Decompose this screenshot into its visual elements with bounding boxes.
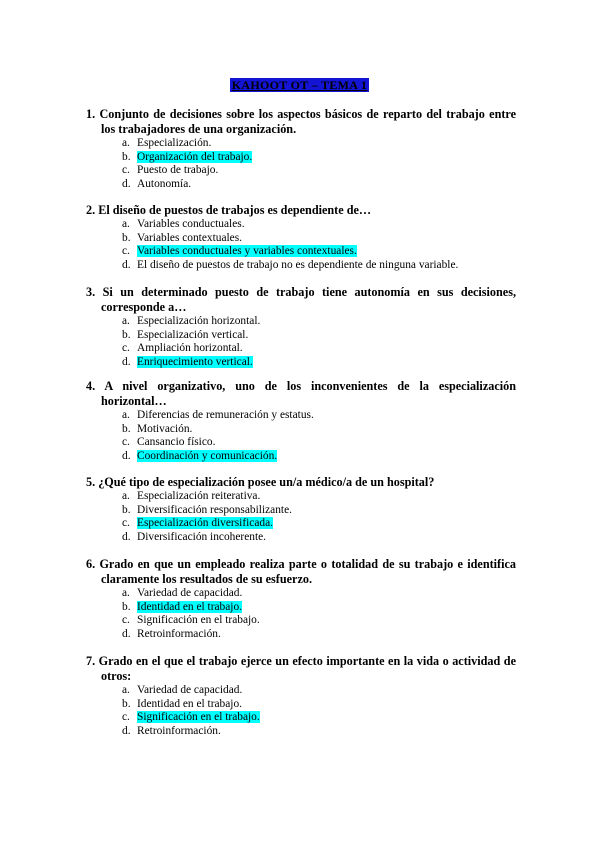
option-text: Motivación. (137, 422, 193, 435)
option (122, 409, 516, 423)
question-block (86, 379, 516, 464)
question-block (86, 203, 516, 273)
option-text: Diversificación responsabilizante. (137, 503, 292, 516)
question-text (86, 557, 516, 587)
option-letter: d. (122, 178, 131, 191)
option-letter: d. (122, 725, 131, 738)
question-statement: Conjunto de decisiones sobre los aspectos básicos de reparto del trabajo entre los trabajadores de una organización. (99, 107, 517, 136)
question-number: 6. (86, 557, 100, 571)
option-text: Especialización diversificada. (137, 517, 273, 530)
option (122, 436, 516, 450)
option-correct (122, 711, 516, 725)
question-text (86, 107, 516, 137)
question-number: 4. (86, 379, 105, 393)
option-text: Significación en el trabajo. (137, 711, 260, 724)
option (122, 178, 516, 192)
option-letter: b. (122, 422, 131, 435)
option-text: Identidad en el trabajo. (137, 600, 243, 613)
option-list (122, 684, 516, 739)
option-text: Cansancio físico. (137, 436, 216, 449)
option-correct (122, 601, 516, 615)
option (122, 531, 516, 545)
option (122, 504, 516, 518)
option-text: Retroinformación. (137, 725, 221, 738)
option (122, 259, 516, 273)
option-letter: c. (122, 517, 130, 530)
option-letter: a. (122, 409, 130, 421)
option-list (122, 587, 516, 642)
option-letter: a. (122, 137, 130, 149)
question-statement: Grado en el que el trabajo ejerce un efecto importante en la vida o actividad de otros: (98, 654, 516, 683)
option-correct (122, 245, 516, 259)
option-letter: d. (122, 628, 131, 641)
question-text (86, 203, 516, 218)
option-text: Puesto de trabajo. (137, 164, 219, 177)
option-letter: a. (122, 587, 130, 599)
question-text (86, 379, 516, 409)
option-list (122, 137, 516, 192)
option-text: Variables conductuales. (137, 218, 245, 230)
option-text: Significación en el trabajo. (137, 614, 260, 627)
question-block (86, 285, 516, 370)
option (122, 232, 516, 246)
question-statement: ¿Qué tipo de especialización posee un/a médico/a de un hospital? (98, 475, 435, 489)
option-text: Especialización. (137, 137, 212, 149)
option (122, 698, 516, 712)
question-number: 5. (86, 475, 99, 489)
option-text: Variables conductuales y variables contextuales. (137, 245, 357, 258)
option-list (122, 490, 516, 545)
option-correct (122, 151, 516, 165)
option (122, 684, 516, 698)
option-letter: c. (122, 245, 130, 258)
option-letter: c. (122, 614, 130, 627)
option-correct (122, 356, 516, 370)
option-list (122, 409, 516, 464)
question-number: 2. (86, 203, 99, 217)
option-text: Variables contextuales. (137, 231, 243, 244)
option (122, 614, 516, 628)
question-text (86, 654, 516, 684)
option-text: Diferencias de remuneración y estatus. (137, 409, 314, 421)
option-correct (122, 517, 516, 531)
option-text: Coordinación y comunicación. (137, 450, 278, 463)
option-text: Ampliación horizontal. (137, 342, 243, 355)
option-letter: b. (122, 231, 131, 244)
option (122, 218, 516, 232)
option (122, 342, 516, 356)
option (122, 137, 516, 151)
option (122, 164, 516, 178)
option-letter: b. (122, 697, 131, 710)
question-text (86, 285, 516, 315)
option-letter: d. (122, 450, 131, 463)
option (122, 490, 516, 504)
option-letter: c. (122, 164, 130, 177)
option-letter: c. (122, 436, 130, 449)
option-text: Especialización reiterativa. (137, 490, 261, 502)
document-title-text: KAHOOT OT – TEMA 1 (231, 78, 368, 92)
option-text: Enriquecimiento vertical. (137, 356, 253, 369)
option (122, 315, 516, 329)
option-list (122, 315, 516, 370)
question-block (86, 557, 516, 642)
question-statement: Si un determinado puesto de trabajo tiene autonomía en sus decisiones, corresponde a… (101, 285, 517, 314)
option-list (122, 218, 516, 273)
option-text: Diversificación incoherente. (137, 531, 267, 544)
question-number: 3. (86, 285, 103, 299)
option-text: Especialización horizontal. (137, 315, 261, 327)
option-text: Variedad de capacidad. (137, 587, 243, 599)
option-letter: a. (122, 218, 130, 230)
option-letter: b. (122, 328, 131, 341)
option-text: Identidad en el trabajo. (137, 697, 243, 710)
option (122, 329, 516, 343)
option-letter: d. (122, 356, 131, 369)
option-letter: d. (122, 259, 131, 272)
option (122, 628, 516, 642)
question-number: 1. (86, 107, 100, 121)
option-correct (122, 450, 516, 464)
option-text: El diseño de puestos de trabajo no es dependiente de ninguna variable. (137, 259, 459, 272)
option-letter: a. (122, 684, 130, 696)
question-text (86, 475, 516, 490)
question-statement: Grado en que un empleado realiza parte o totalidad de su trabajo e identifica claramente los resultados de su esfuerzo. (99, 557, 517, 586)
option-text: Variedad de capacidad. (137, 684, 243, 696)
option-letter: b. (122, 503, 131, 516)
question-block (86, 654, 516, 739)
question-statement: A nivel organizativo, uno de los inconvenientes de la especialización horizontal… (101, 379, 516, 408)
option-letter: b. (122, 150, 131, 163)
option-text: Organización del trabajo. (137, 150, 253, 163)
option-letter: a. (122, 490, 130, 502)
option (122, 587, 516, 601)
option-text: Especialización vertical. (137, 328, 249, 341)
question-number: 7. (86, 654, 99, 668)
option-letter: a. (122, 315, 130, 327)
question-block (86, 107, 516, 192)
option-letter: d. (122, 531, 131, 544)
option-letter: c. (122, 711, 130, 724)
option (122, 725, 516, 739)
option-letter: c. (122, 342, 130, 355)
question-statement: El diseño de puestos de trabajos es dependiente de… (98, 203, 372, 217)
option-text: Autonomía. (137, 178, 192, 191)
option-text: Retroinformación. (137, 628, 221, 641)
option (122, 423, 516, 437)
question-block (86, 475, 516, 545)
document-title (0, 76, 599, 94)
option-letter: b. (122, 600, 131, 613)
